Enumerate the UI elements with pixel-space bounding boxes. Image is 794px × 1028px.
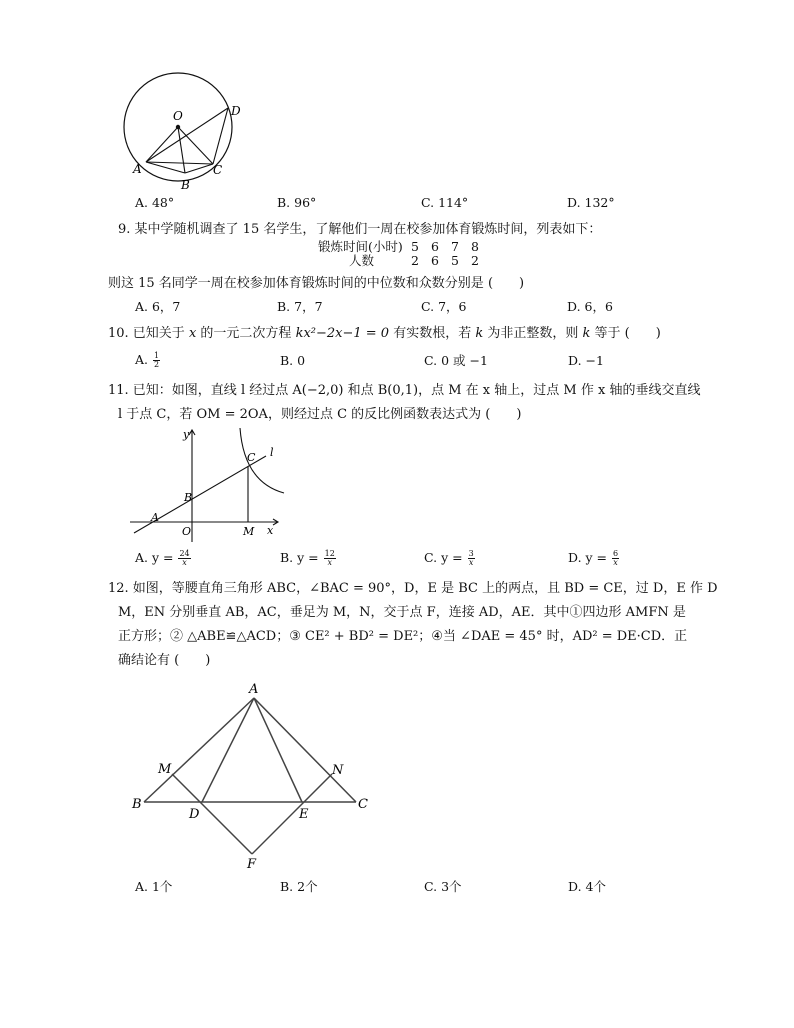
label-x: x xyxy=(267,524,274,537)
q9-stem: 9. 某中学随机调查了 15 名学生，了解他们一周在校参加体育锻炼时间，列表如下： xyxy=(118,222,602,237)
label-o: O xyxy=(173,109,183,123)
q11-option-d[interactable] xyxy=(568,549,620,567)
label-d: D xyxy=(189,807,200,822)
q12-line4: 确结论有 ( ) xyxy=(118,653,211,668)
q10-stem-part: 等于 ( ) xyxy=(590,326,661,341)
q10-option-a[interactable] xyxy=(135,351,161,369)
q10-option-b[interactable]: B. 0 xyxy=(280,353,306,368)
label-c: C xyxy=(247,451,256,464)
q11-line2: l 于点 C，若 OM = 2OA，则经过点 C 的反比例函数表达式为 ( ) xyxy=(118,407,522,422)
q8-option-c[interactable]: C. 114° xyxy=(421,195,469,210)
denominator: x xyxy=(468,558,474,567)
q10-option-c[interactable]: C. 0 或 −1 xyxy=(424,353,488,368)
table-row-label: 锻炼时间(小时) xyxy=(318,239,403,254)
table-row xyxy=(318,240,491,254)
q10-stem-part: 10. 已知关于 xyxy=(108,326,189,341)
q9-option-d[interactable]: D. 6，6 xyxy=(567,299,613,314)
option-prefix: A. xyxy=(135,352,152,367)
var-k: k xyxy=(582,326,591,341)
label-c: C xyxy=(213,163,223,177)
fraction xyxy=(468,550,475,567)
q9-option-b[interactable]: B. 7，7 xyxy=(277,299,323,314)
segment-df xyxy=(172,774,252,854)
q12-option-a[interactable]: A. 1个 xyxy=(135,879,173,894)
q11-option-b[interactable] xyxy=(280,549,337,567)
label-a: A xyxy=(249,682,259,697)
denominator: 2 xyxy=(153,360,160,369)
q9-option-a[interactable]: A. 6，7 xyxy=(135,299,181,314)
segment-ab xyxy=(146,162,185,173)
option-prefix: D. y = xyxy=(568,550,612,565)
fraction xyxy=(153,352,160,369)
q12-option-d[interactable]: D. 4个 xyxy=(568,879,606,894)
q11-coordinate-figure xyxy=(128,424,290,544)
label-a: A xyxy=(133,162,142,176)
q12-option-c[interactable]: C. 3个 xyxy=(424,879,462,894)
segment-ab xyxy=(144,698,254,802)
q11-option-c[interactable] xyxy=(424,549,476,567)
numerator: 3 xyxy=(468,549,474,558)
label-c: C xyxy=(358,797,368,812)
q9-option-c[interactable]: C. 7，6 xyxy=(421,299,467,314)
fraction xyxy=(178,550,190,567)
q12-line3: 正方形；② △ABE≌△ACD；③ CE² + BD² = DE²；④当 ∠DAE = 45° 时，AD² = DE·CD．正 xyxy=(118,629,688,644)
label-o: O xyxy=(182,525,192,538)
label-f: F xyxy=(247,857,257,870)
label-a: A xyxy=(151,511,159,524)
q12-line1: 12. 如图，等腰直角三角形 ABC，∠BAC = 90°，D，E 是 BC 上的两点，且 BD = CE，过 D，E 作 D xyxy=(108,581,718,596)
table-cell: 6 xyxy=(431,239,439,254)
var-k: k xyxy=(475,326,484,341)
numerator: 24 xyxy=(179,549,190,558)
q8-option-b[interactable]: B. 96° xyxy=(277,195,317,210)
option-prefix: C. y = xyxy=(424,550,467,565)
table-cell: 5 xyxy=(411,239,419,254)
label-l: l xyxy=(270,446,274,459)
option-prefix: B. y = xyxy=(280,550,323,565)
denominator: x xyxy=(327,558,332,567)
table-cell: 2 xyxy=(411,253,419,268)
table-cell: 2 xyxy=(471,253,479,268)
label-b: B xyxy=(181,178,190,192)
table-row xyxy=(318,254,491,268)
segment-ac xyxy=(254,698,356,802)
table-cell: 5 xyxy=(451,253,459,268)
numerator: 1 xyxy=(153,351,160,360)
q12-line2: M，EN 分别垂直 AB，AC，垂足为 M，N，交于点 F，连接 AD，AE．其中①四边形 AMFN 是 xyxy=(118,605,686,620)
q10-stem-part: 的一元二次方程 xyxy=(196,326,296,341)
segment-ad xyxy=(202,698,254,802)
numerator: 6 xyxy=(613,549,619,558)
table-cell: 6 xyxy=(431,253,439,268)
segment-ef xyxy=(252,774,332,854)
segment-ac xyxy=(146,162,213,164)
q12-triangle-figure xyxy=(128,678,378,870)
table-cell: 7 xyxy=(451,239,459,254)
q8-circle-figure xyxy=(115,62,255,194)
label-b: B xyxy=(184,491,193,504)
q10-stem xyxy=(108,325,661,343)
label-y: y xyxy=(183,428,190,441)
denominator: x xyxy=(182,558,187,567)
q10-option-d[interactable]: D. −1 xyxy=(568,353,604,368)
label-m: M xyxy=(243,525,255,538)
q10-stem-part: 为非正整数，则 xyxy=(483,326,583,341)
q11-line1: 11. 已知：如图，直线 l 经过点 A(−2,0) 和点 B(0,1)，点 M 在 x 轴上，过点 M 作 x 轴的垂线交直线 xyxy=(108,383,701,398)
fraction xyxy=(612,550,619,567)
label-e: E xyxy=(299,807,309,822)
q8-option-d[interactable]: D. 132° xyxy=(567,195,615,210)
var-x: x xyxy=(188,326,197,341)
q9-question: 则这 15 名同学一周在校参加体育锻炼时间的中位数和众数分别是 ( ) xyxy=(108,276,525,291)
denominator: x xyxy=(613,558,618,567)
numerator: 12 xyxy=(324,549,335,558)
q12-option-b[interactable]: B. 2个 xyxy=(280,879,318,894)
label-n: N xyxy=(332,763,344,778)
fraction xyxy=(324,550,336,567)
q11-option-a[interactable] xyxy=(135,549,192,567)
table-cell: 8 xyxy=(471,239,479,254)
q8-option-a[interactable]: A. 48° xyxy=(135,195,175,210)
option-prefix: A. y = xyxy=(135,550,178,565)
q9-table xyxy=(318,240,491,268)
label-b: B xyxy=(132,797,142,812)
segment-ae xyxy=(254,698,302,802)
q10-stem-part: 有实数根，若 xyxy=(389,326,476,341)
table-row-label: 人数 xyxy=(349,253,375,268)
q10-equation: kx²−2x−1 = 0 xyxy=(295,326,390,341)
label-m: M xyxy=(158,762,172,777)
label-d: D xyxy=(231,104,241,118)
